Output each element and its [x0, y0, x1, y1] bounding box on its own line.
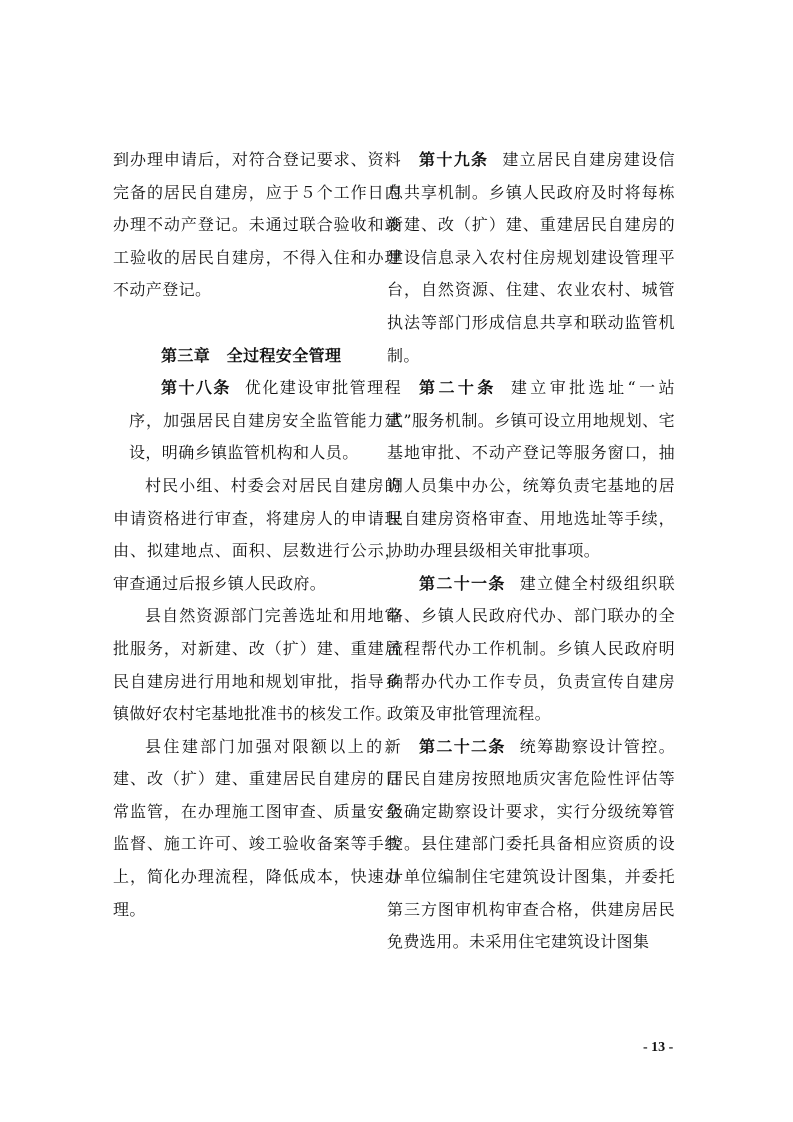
article-19 — [387, 144, 675, 372]
spacer — [113, 307, 401, 340]
article-20 — [387, 372, 675, 568]
left-column — [113, 144, 401, 926]
article-21-title: 第二十一条 — [419, 573, 506, 593]
article-19-title: 第十九条 — [419, 150, 489, 169]
article-20-text: 建立审批选址“一站式”服务机制。乡镇可设立用地规划、宅基地审批、不动产登记等服务窗口，抽调人员集中办公，统筹负责宅基地的居民自建房资格审查、用地选址等手续，协助办理县级相关审批事项。 — [387, 378, 675, 561]
article-18-title: 第十八条 — [161, 378, 231, 398]
article-22-title: 第二十二条 — [419, 736, 506, 756]
chapter-title: 第三章 全过程安全管理 — [161, 345, 342, 365]
paragraph-village-review: 村民小组、村委会对居民自建房的申请资格进行审查，将建房人的申请理由、拟建地点、面积、层数进行公示，审查通过后报乡镇人民政府。 — [113, 475, 401, 593]
continuation-paragraph: 到办理申请后，对符合登记要求、资料完备的居民自建房，应于５个工作日内办理不动产登记。未通过联合验收和竣工验收的居民自建房，不得入住和办理不动产登记。 — [113, 150, 401, 300]
article-22 — [387, 731, 675, 959]
article-19-text: 建立居民自建房建设信息共享机制。乡镇人民政府及时将每栋新建、改（扩）建、重建居民自建房的建设信息录入农村住房规划建设管理平台，自然资源、住建、农业农村、城管执法等部门形成信息共享和联动监管机制。 — [387, 150, 675, 365]
page-number: - 13 - — [643, 1040, 674, 1055]
paragraph-natural-resources: 县自然资源部门完善选址和用地审批服务，对新建、改（扩）建、重建居民自建房进行用地和规划审批，指导乡镇做好农村宅基地批准书的核发工作。 — [113, 606, 401, 724]
article-18-text: 优化建设审批管理程序，加强居民自建房安全监管能力建设，明确乡镇监管机构和人员。 — [129, 378, 401, 463]
right-column — [387, 144, 675, 959]
article-21 — [387, 568, 675, 731]
article-21-text: 建立健全村级组织联络、乡镇人民政府代办、部门联办的全流程帮代办工作机制。乡镇人民政府明确帮办代办工作专员，负责宣传自建房政策及审批管理流程。 — [387, 573, 675, 724]
article-22-text: 统筹勘察设计管控。居民自建房按照地质灾害危险性评估等级确定勘察设计要求，实行分级统筹管控。县住建部门委托具备相应资质的设计单位编制住宅建筑设计图集，并委托第三方图审机构审查合格，供建房居民免费选用。未采用住宅建筑设计图集 — [387, 736, 675, 952]
paragraph-housing-dept: 县住建部门加强对限额以上的新建、改（扩）建、重建居民自建房的日常监管，在办理施工图审查、质量安全监督、施工许可、竣工验收备案等手续上，简化办理流程，降低成本，快速办理。 — [113, 736, 401, 919]
article-20-title: 第二十条 — [419, 378, 497, 398]
article-18 — [113, 372, 401, 470]
